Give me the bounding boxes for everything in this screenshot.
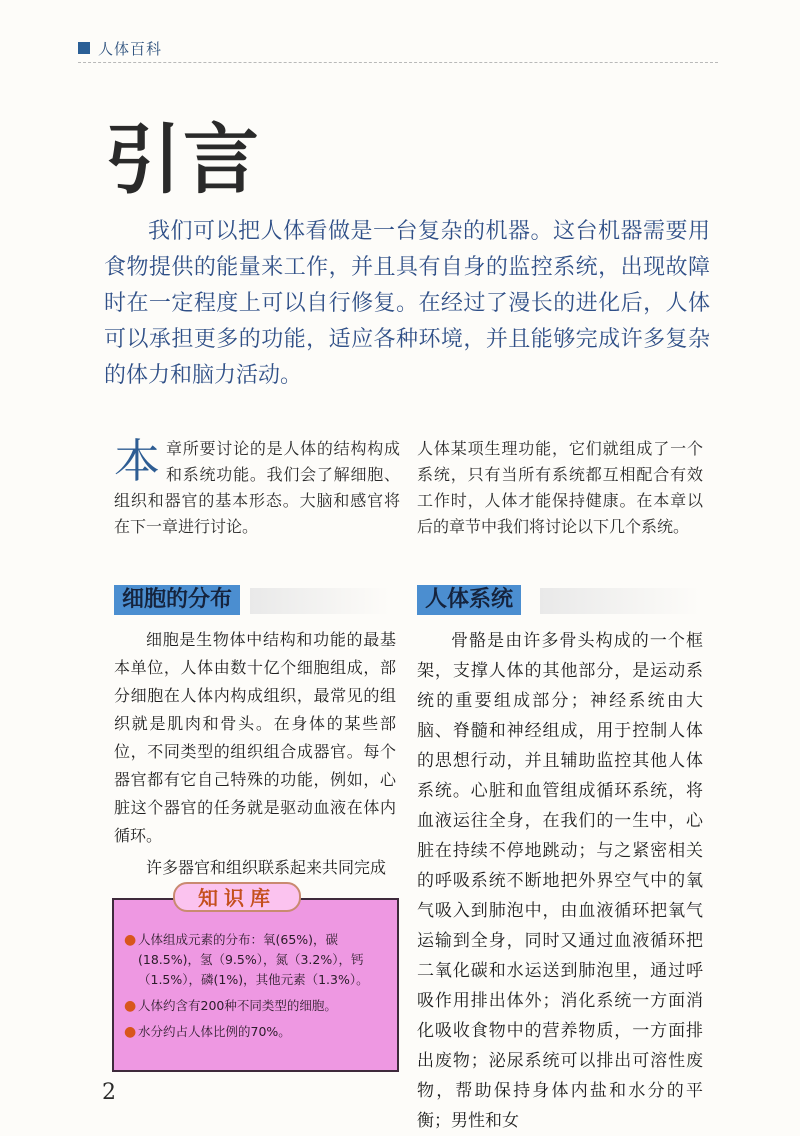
bullet-icon: ● [124, 1024, 137, 1040]
running-header [78, 38, 162, 58]
section-heading-cells: 细胞的分布 [114, 585, 240, 615]
knowledge-item [124, 1022, 390, 1042]
knowledge-item-text: 水分约占人体比例的70%。 [138, 1024, 291, 1039]
cells-section-body [114, 626, 396, 886]
knowledge-item-text: 人体约含有200种不同类型的细胞。 [138, 998, 337, 1013]
section-heading-fade [250, 588, 390, 614]
drop-cap: 本 [114, 434, 160, 488]
section-heading-systems: 人体系统 [417, 585, 521, 615]
chapter-intro-left [114, 436, 400, 540]
header-divider [78, 62, 718, 63]
knowledge-item [124, 930, 390, 990]
knowledge-box-title: 知识库 [173, 882, 301, 912]
cells-paragraph: 许多器官和组织联系起来共同完成 [146, 858, 387, 877]
knowledge-box-list [124, 930, 390, 1048]
bullet-icon: ● [124, 932, 137, 948]
section-heading-fade [540, 588, 700, 614]
header-square-icon [78, 42, 90, 54]
page-title: 引言 [105, 115, 261, 204]
knowledge-item [124, 996, 390, 1016]
header-label: 人体百科 [98, 39, 163, 58]
intro-paragraph: 我们可以把人体看做是一台复杂的机器。这台机器需要用食物提供的能量来工作，并且具有自身的监控系统，出现故障时在一定程度上可以自行修复。在经过了漫长的进化后，人体可以承担更多的功能，适应各种环境，并且能够完成许多复杂的体力和脑力活动。 [104, 219, 710, 388]
bullet-icon: ● [124, 998, 137, 1014]
cells-paragraph: 细胞是生物体中结构和功能的最基本单位，人体由数十亿个细胞组成，部分细胞在人体内构成组织，最常见的组织就是肌肉和骨头。在身体的某些部位，不同类型的组织组合成器官。每个器官都有它自己特殊的功能，例如，心脏这个器官的任务就是驱动血液在体内循环。 [114, 630, 396, 845]
chapter-intro-left-text: 章所要讨论的是人体的结构构成和系统功能。我们会了解细胞、组织和器官的基本形态。大脑和感官将在下一章进行讨论。 [114, 439, 400, 536]
knowledge-item-text: 人体组成元素的分布：氧(65%)，碳(18.5%)，氢（9.5%），氮（3.2%），钙（1.5%），磷(1%)，其他元素（1.3%）。 [138, 932, 369, 987]
systems-section-body: 骨骼是由许多骨头构成的一个框架，支撑人体的其他部分，是运动系统的重要组成部分；神经系统由大脑、脊髓和神经组成，用于控制人体的思想行动，并且辅助监控其他人体系统。心脏和血管组成循环系统，将血液运往全身，在我们的一生中，心脏在持续不停地跳动；与之紧密相关的呼吸系统不断地把外界空气中的氧气吸入到肺泡中，由血液循环把氧气运输到全身，同时又通过血液循环把二氧化碳和水运送到肺泡里，通过呼吸作用排出体外；消化系统一方面消化吸收食物中的营养物质，一方面排出废物；泌尿系统可以排出可溶性废物，帮助保持身体内盐和水分的平衡；男性和女 [417, 631, 703, 1131]
chapter-intro-right: 人体某项生理功能，它们就组成了一个系统，只有当所有系统都互相配合有效工作时，人体才能保持健康。在本章以后的章节中我们将讨论以下几个系统。 [417, 439, 703, 536]
page-number: 2 [102, 1080, 116, 1105]
